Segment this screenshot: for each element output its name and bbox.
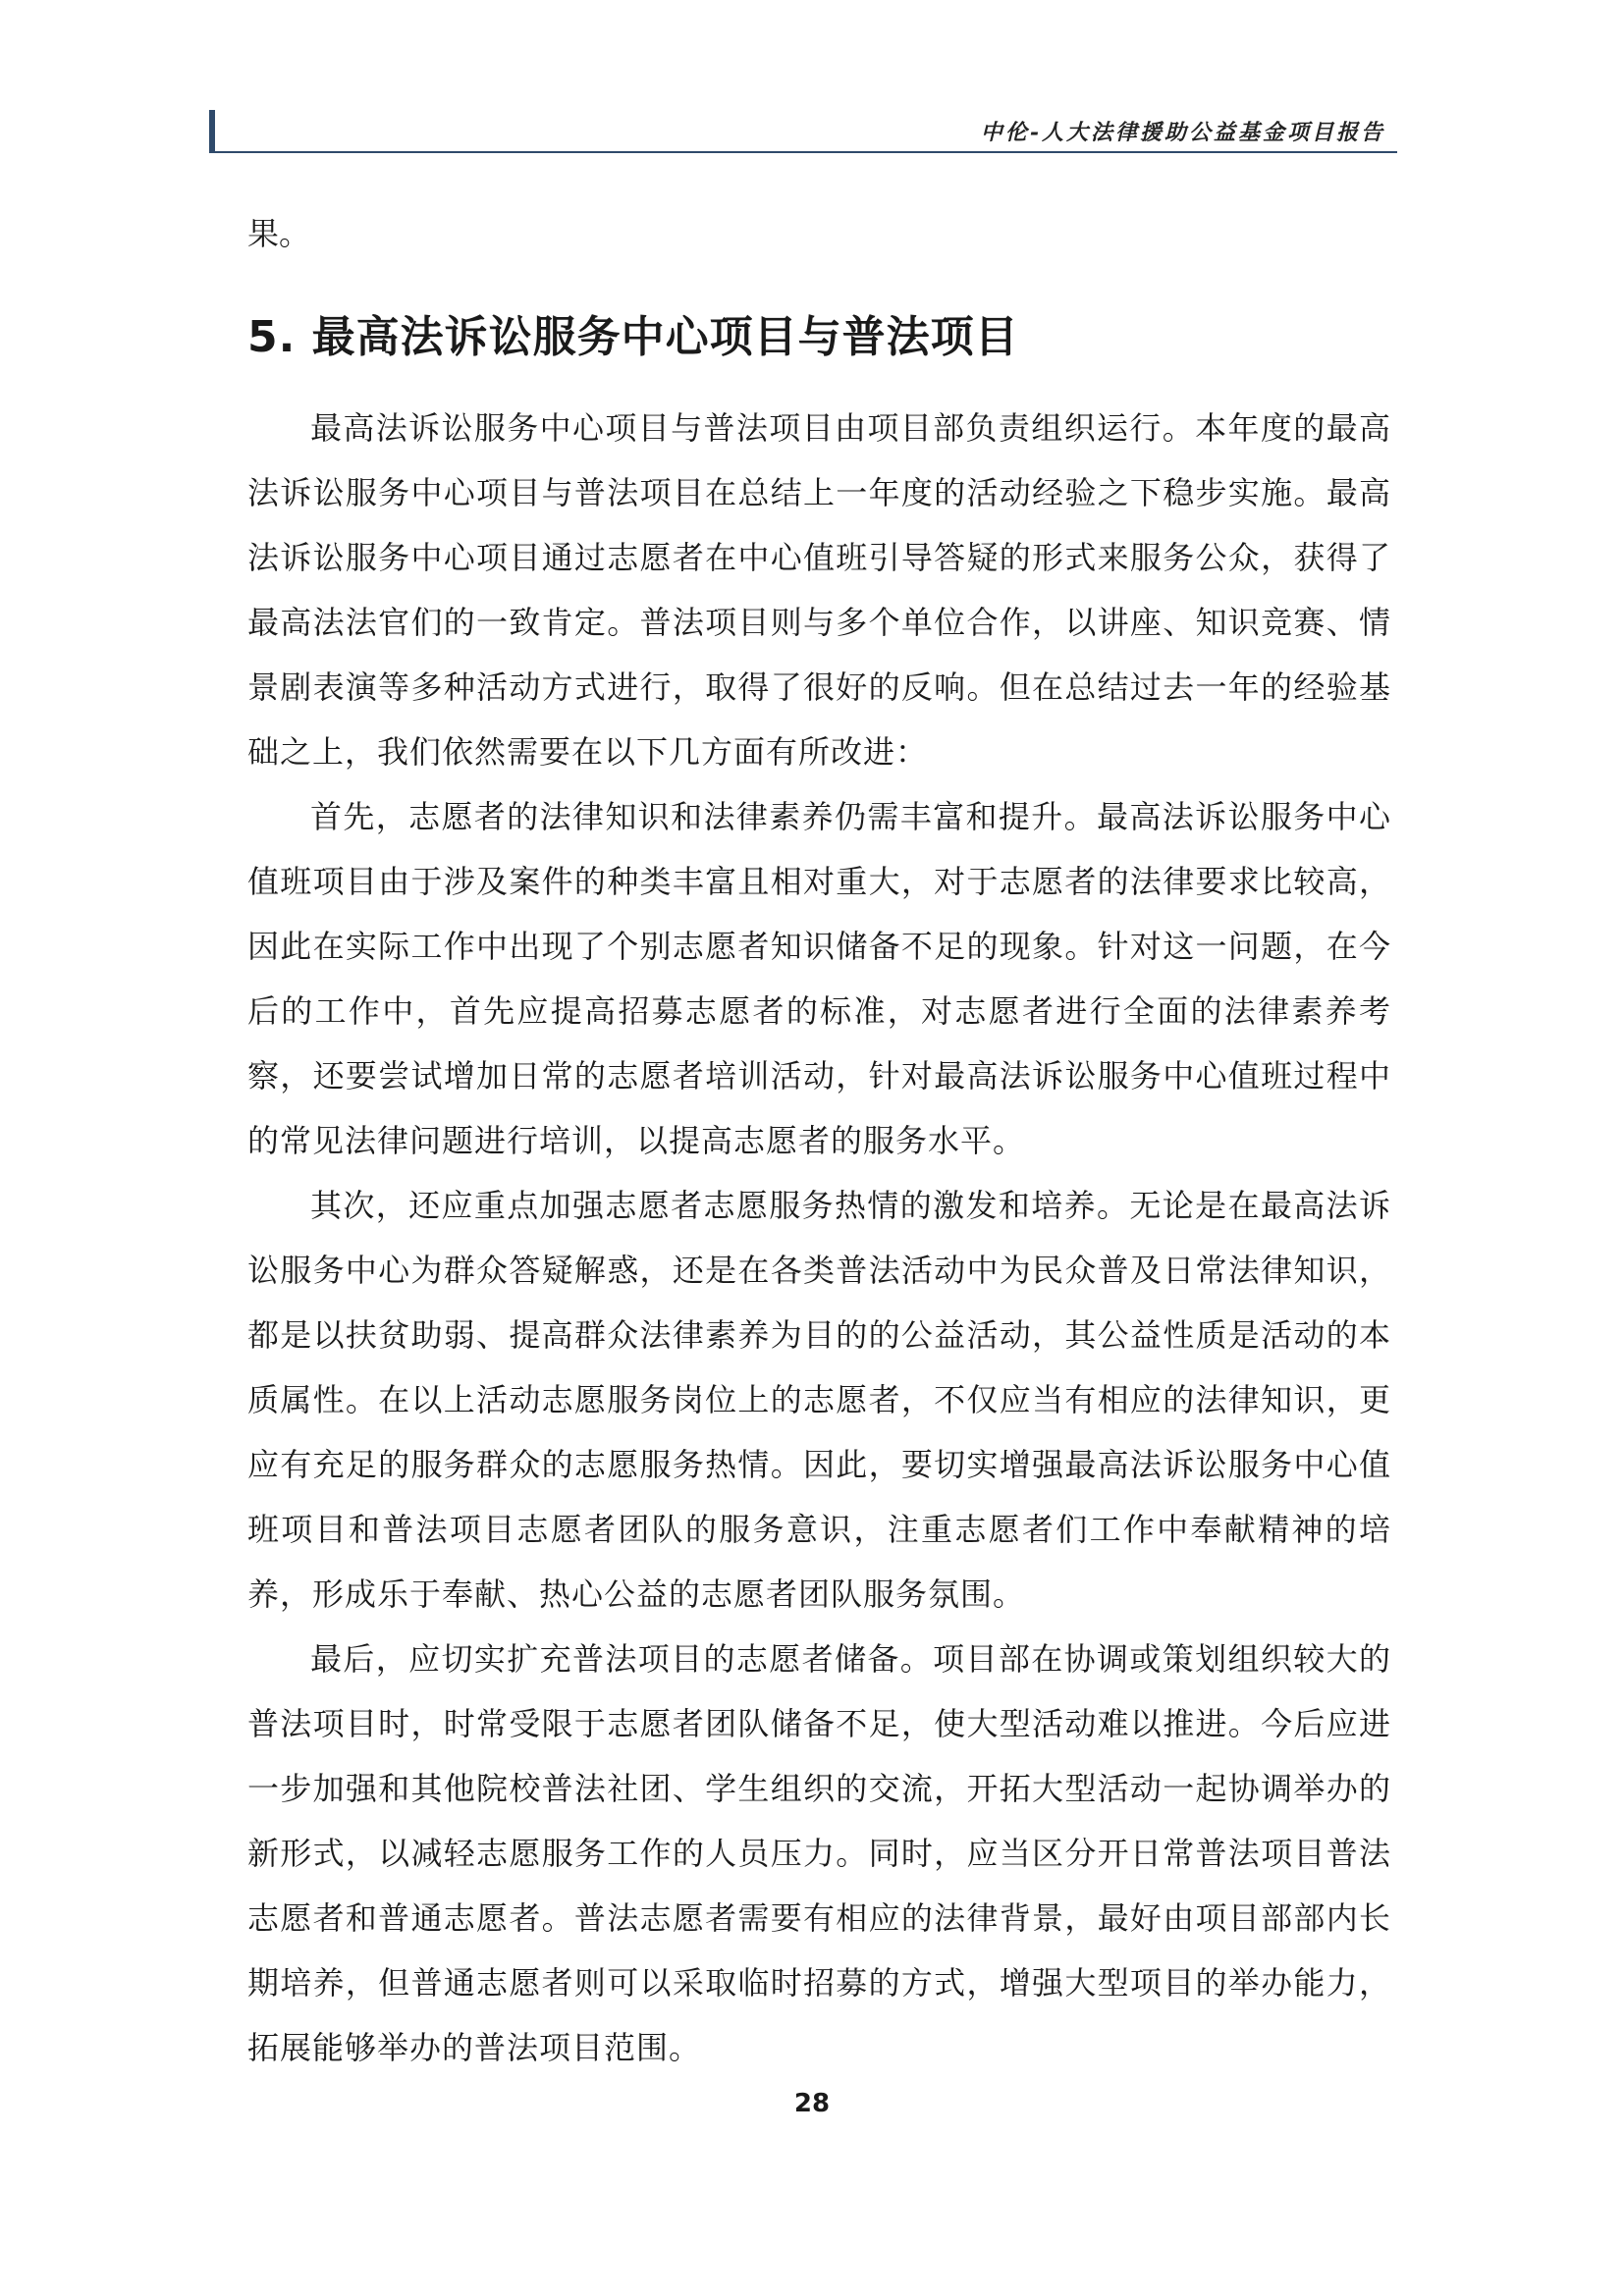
- page-number: 28: [793, 2089, 831, 2118]
- paragraph-intro: 最高法诉讼服务中心项目与普法项目由项目部负责组织运行。本年度的最高法诉讼服务中心项目与普法项目在总结上一年度的活动经验之下稳步实施。最高法诉讼服务中心项目通过志愿者在中心值班引导答疑的形式来服务公众，获得了最高法法官们的一致肯定。普法项目则与多个单位合作，以讲座、知识竞赛、情景剧表演等多种活动方式进行，取得了很好的反响。但在总结过去一年的经验基础之上，我们依然需要在以下几方面有所改进：: [247, 409, 1391, 771]
- header-accent-bar: [209, 110, 215, 153]
- section-heading: 5. 最高法诉讼服务中心项目与普法项目: [247, 312, 1019, 362]
- page-header: [209, 110, 1397, 153]
- continued-text: 果。: [247, 215, 311, 252]
- header-title: 中伦-人大法律援助公益基金项目报告: [980, 120, 1385, 145]
- paragraph-last: 最后，应切实扩充普法项目的志愿者储备。项目部在协调或策划组织较大的普法项目时，时常受限于志愿者团队储备不足，使大型活动难以推进。今后应进一步加强和其他院校普法社团、学生组织的交流，开拓大型活动一起协调举办的新形式，以减轻志愿服务工作的人员压力。同时，应当区分开日常普法项目普法志愿者和普通志愿者。普法志愿者需要有相应的法律背景，最好由项目部部内长期培养，但普通志愿者则可以采取临时招募的方式，增强大型项目的举办能力，拓展能够举办的普法项目范围。: [247, 1640, 1391, 2066]
- page-body: [247, 201, 1391, 2080]
- header-rule: [215, 151, 1397, 153]
- paragraph-second: 其次，还应重点加强志愿者志愿服务热情的激发和培养。无论是在最高法诉讼服务中心为群众答疑解惑，还是在各类普法活动中为民众普及日常法律知识，都是以扶贫助弱、提高群众法律素养为目的的公益活动，其公益性质是活动的本质属性。在以上活动志愿服务岗位上的志愿者，不仅应当有相应的法律知识，更应有充足的服务群众的志愿服务热情。因此，要切实增强最高法诉讼服务中心值班项目和普法项目志愿者团队的服务意识，注重志愿者们工作中奉献精神的培养，形成乐于奉献、热心公益的志愿者团队服务氛围。: [247, 1187, 1391, 1613]
- paragraph-first: 首先，志愿者的法律知识和法律素养仍需丰富和提升。最高法诉讼服务中心值班项目由于涉及案件的种类丰富且相对重大，对于志愿者的法律要求比较高，因此在实际工作中出现了个别志愿者知识储备不足的现象。针对这一问题，在今后的工作中，首先应提高招募志愿者的标准，对志愿者进行全面的法律素养考察，还要尝试增加日常的志愿者培训活动，针对最高法诉讼服务中心值班过程中的常见法律问题进行培训，以提高志愿者的服务水平。: [247, 798, 1391, 1159]
